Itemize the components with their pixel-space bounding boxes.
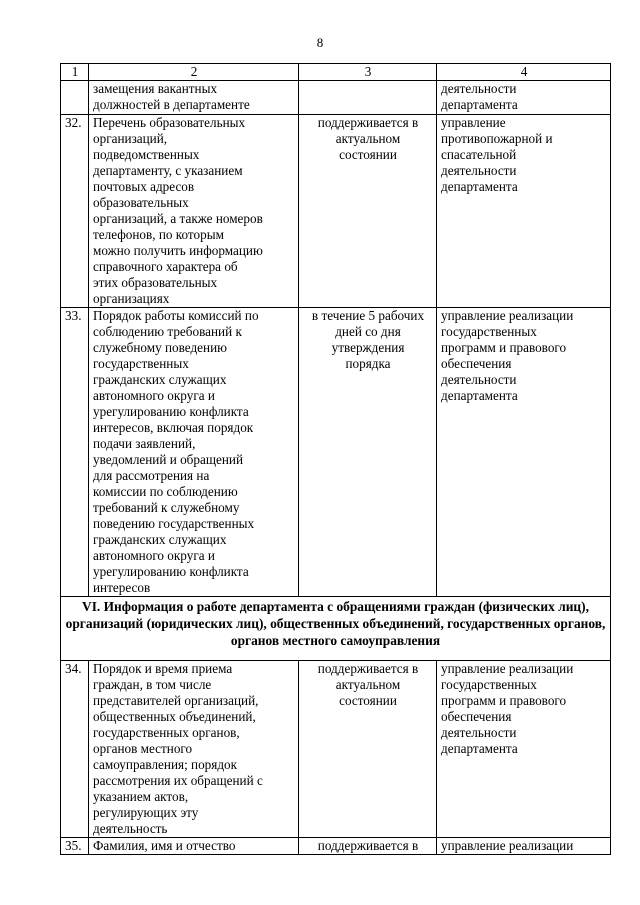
table-row-35 <box>61 838 611 855</box>
row-responsible: управление реализации государственных программ и правового обеспечения деятельности департамента <box>437 308 611 597</box>
row-description: Порядок и время приема граждан, в том числе представителей организаций, общественных объединений, государственных органов, органов местного самоуправления; порядок рассмотрения их обращений с указанием актов, регулирующих эту деятельность <box>89 661 299 838</box>
row-description: Перечень образовательных организаций, подведомственных департаменту, с указанием почтовых адресов образовательных организаций, а также номеров телефонов, по которым можно получить информацию справочного характера об этих образовательных организациях <box>89 115 299 308</box>
empty-cell <box>299 81 437 115</box>
table-header-row <box>61 64 611 81</box>
row-description: Порядок работы комиссий по соблюдению требований к служебному поведению государственных гражданских служащих автономного округа и урегулированию конфликта интересов, включая порядок подачи заявлений, уведомлений и обращений для рассмотрения на комиссии по соблюдению требований к служебному поведению государственных гражданских служащих автономного округа и урегулированию конфликта интересов <box>89 308 299 597</box>
table-row-34 <box>61 661 611 838</box>
column-header-4: 4 <box>437 64 611 81</box>
table-row-33 <box>61 308 611 597</box>
row-term: в течение 5 рабочих дней со дня утверждения порядка <box>299 308 437 597</box>
row-number: 32. <box>61 115 89 308</box>
column-header-1: 1 <box>61 64 89 81</box>
row-description: замещения вакантных должностей в департаменте <box>89 81 299 115</box>
section-heading: VI. Информация о работе департамента с обращениями граждан (физических лиц), организаций (юридических лиц), общественных объединений, государственных органов, органов местного самоуправления <box>61 597 611 661</box>
column-header-2: 2 <box>89 64 299 81</box>
row-responsible: управление реализации <box>437 838 611 855</box>
row-term: поддерживается в актуальном состоянии <box>299 661 437 838</box>
column-header-3: 3 <box>299 64 437 81</box>
row-responsible: управление реализации государственных программ и правового обеспечения деятельности департамента <box>437 661 611 838</box>
row-number: 33. <box>61 308 89 597</box>
section-heading-row <box>61 597 611 661</box>
empty-cell <box>61 81 89 115</box>
row-number: 34. <box>61 661 89 838</box>
row-term: поддерживается в актуальном состоянии <box>299 115 437 308</box>
table-row-32 <box>61 115 611 308</box>
row-description: Фамилия, имя и отчество <box>89 838 299 855</box>
row-responsible: деятельности департамента <box>437 81 611 115</box>
row-term: поддерживается в <box>299 838 437 855</box>
row-number: 35. <box>61 838 89 855</box>
table-row-continuation <box>61 81 611 115</box>
row-responsible: управление противопожарной и спасательной деятельности департамента <box>437 115 611 308</box>
page-number: 8 <box>316 35 324 50</box>
information-table <box>60 63 611 855</box>
